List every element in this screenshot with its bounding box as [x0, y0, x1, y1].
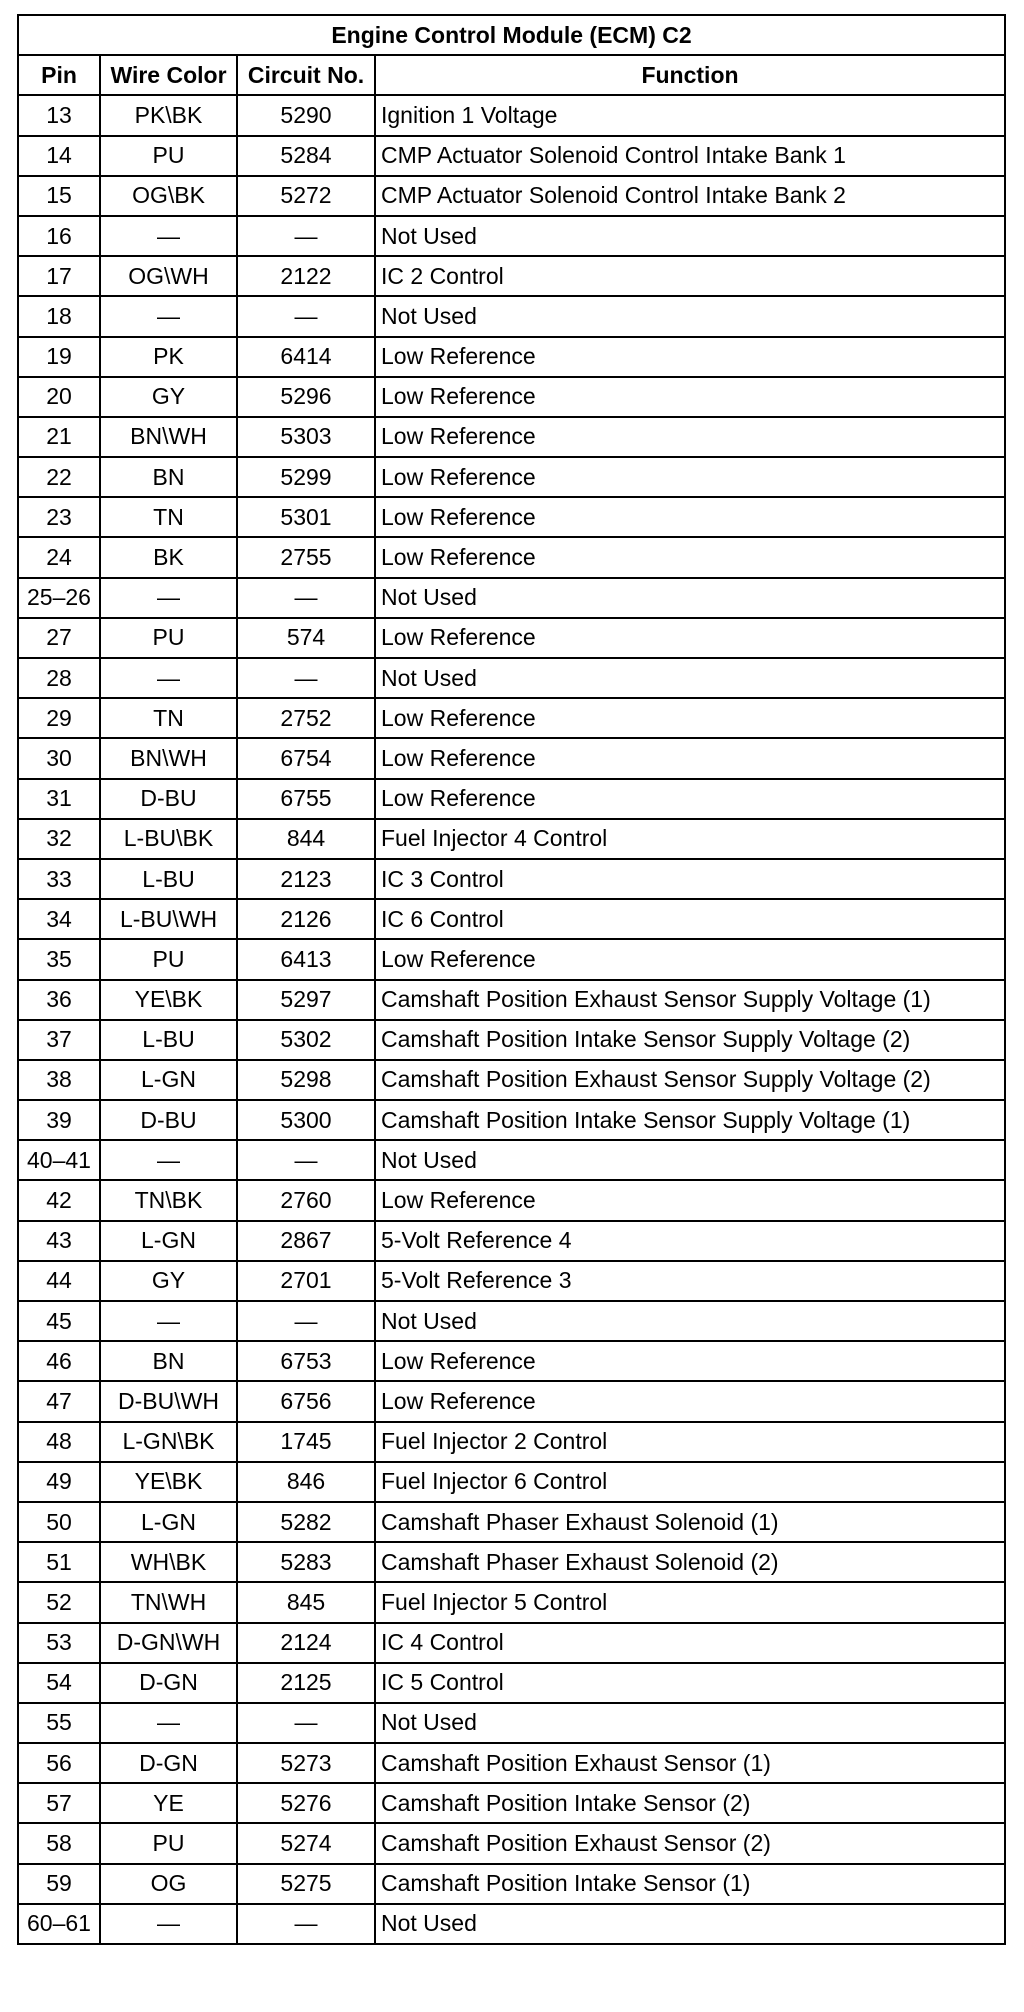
cell-pin: 30: [18, 738, 100, 778]
cell-function: Camshaft Position Intake Sensor (2): [375, 1783, 1005, 1823]
cell-wire-color: BK: [100, 537, 237, 577]
header-function: Function: [375, 55, 1005, 95]
cell-function: Not Used: [375, 296, 1005, 336]
cell-pin: 39: [18, 1100, 100, 1140]
cell-function: Low Reference: [375, 337, 1005, 377]
cell-circuit-number: 5301: [237, 497, 375, 537]
table-row: [18, 1221, 1005, 1261]
cell-wire-color: L-BU: [100, 859, 237, 899]
table-row: [18, 1864, 1005, 1904]
cell-wire-color: OG: [100, 1864, 237, 1904]
cell-function: Low Reference: [375, 457, 1005, 497]
cell-pin: 32: [18, 819, 100, 859]
cell-wire-color: —: [100, 1904, 237, 1944]
cell-circuit-number: 5274: [237, 1823, 375, 1863]
table-row: [18, 1020, 1005, 1060]
cell-wire-color: D-GN: [100, 1663, 237, 1703]
table-row: [18, 497, 1005, 537]
cell-circuit-number: 5284: [237, 136, 375, 176]
cell-pin: 35: [18, 939, 100, 979]
cell-wire-color: PU: [100, 939, 237, 979]
cell-function: Camshaft Position Exhaust Sensor Supply Voltage (1): [375, 980, 1005, 1020]
cell-wire-color: L-GN: [100, 1221, 237, 1261]
cell-wire-color: TN: [100, 497, 237, 537]
cell-pin: 36: [18, 980, 100, 1020]
cell-pin: 14: [18, 136, 100, 176]
table-row: [18, 377, 1005, 417]
table-row: [18, 136, 1005, 176]
cell-circuit-number: 6755: [237, 779, 375, 819]
cell-wire-color: PK: [100, 337, 237, 377]
header-pin: Pin: [18, 55, 100, 95]
table-row: [18, 618, 1005, 658]
table-row: [18, 1100, 1005, 1140]
cell-circuit-number: 2701: [237, 1261, 375, 1301]
cell-function: Not Used: [375, 216, 1005, 256]
cell-pin: 42: [18, 1180, 100, 1220]
cell-wire-color: —: [100, 296, 237, 336]
cell-wire-color: D-GN\WH: [100, 1623, 237, 1663]
cell-circuit-number: 6754: [237, 738, 375, 778]
cell-pin: 53: [18, 1623, 100, 1663]
cell-pin: 57: [18, 1783, 100, 1823]
cell-circuit-number: 6753: [237, 1341, 375, 1381]
cell-circuit-number: 2122: [237, 256, 375, 296]
cell-circuit-number: 2752: [237, 698, 375, 738]
cell-circuit-number: 5296: [237, 377, 375, 417]
cell-pin: 40–41: [18, 1140, 100, 1180]
table-row: [18, 1623, 1005, 1663]
cell-circuit-number: —: [237, 296, 375, 336]
cell-pin: 58: [18, 1823, 100, 1863]
cell-function: Low Reference: [375, 1381, 1005, 1421]
cell-circuit-number: 2760: [237, 1180, 375, 1220]
cell-circuit-number: 5298: [237, 1060, 375, 1100]
table-row: [18, 296, 1005, 336]
cell-circuit-number: 2755: [237, 537, 375, 577]
cell-pin: 18: [18, 296, 100, 336]
cell-function: Low Reference: [375, 738, 1005, 778]
cell-wire-color: TN: [100, 698, 237, 738]
cell-function: Not Used: [375, 1301, 1005, 1341]
table-row: [18, 1301, 1005, 1341]
table-row: [18, 256, 1005, 296]
cell-pin: 19: [18, 337, 100, 377]
table-row: [18, 1582, 1005, 1622]
table-row: [18, 1180, 1005, 1220]
cell-circuit-number: 845: [237, 1582, 375, 1622]
cell-function: Low Reference: [375, 779, 1005, 819]
cell-wire-color: L-BU\WH: [100, 899, 237, 939]
cell-function: IC 5 Control: [375, 1663, 1005, 1703]
cell-function: Low Reference: [375, 497, 1005, 537]
cell-function: Fuel Injector 4 Control: [375, 819, 1005, 859]
table-row: [18, 1904, 1005, 1944]
cell-wire-color: L-BU: [100, 1020, 237, 1060]
table-row: [18, 216, 1005, 256]
table-row: [18, 1060, 1005, 1100]
cell-pin: 34: [18, 899, 100, 939]
cell-function: Camshaft Position Intake Sensor (1): [375, 1864, 1005, 1904]
table-row: [18, 176, 1005, 216]
table-row: [18, 658, 1005, 698]
cell-circuit-number: 5297: [237, 980, 375, 1020]
cell-function: Camshaft Position Exhaust Sensor (1): [375, 1743, 1005, 1783]
cell-wire-color: D-BU\WH: [100, 1381, 237, 1421]
cell-wire-color: —: [100, 658, 237, 698]
table-title-row: [18, 15, 1005, 55]
table-row: [18, 1422, 1005, 1462]
cell-pin: 51: [18, 1542, 100, 1582]
cell-wire-color: —: [100, 1703, 237, 1743]
cell-wire-color: TN\WH: [100, 1582, 237, 1622]
cell-function: IC 4 Control: [375, 1623, 1005, 1663]
cell-function: CMP Actuator Solenoid Control Intake Bank 1: [375, 136, 1005, 176]
cell-pin: 50: [18, 1502, 100, 1542]
cell-function: IC 2 Control: [375, 256, 1005, 296]
cell-pin: 15: [18, 176, 100, 216]
cell-wire-color: TN\BK: [100, 1180, 237, 1220]
cell-circuit-number: 2124: [237, 1623, 375, 1663]
cell-function: Not Used: [375, 1140, 1005, 1180]
cell-function: Low Reference: [375, 1180, 1005, 1220]
cell-function: Ignition 1 Voltage: [375, 95, 1005, 135]
cell-pin: 38: [18, 1060, 100, 1100]
table-row: [18, 417, 1005, 457]
cell-pin: 22: [18, 457, 100, 497]
cell-function: Camshaft Position Exhaust Sensor Supply Voltage (2): [375, 1060, 1005, 1100]
table-row: [18, 738, 1005, 778]
cell-pin: 60–61: [18, 1904, 100, 1944]
cell-circuit-number: —: [237, 1140, 375, 1180]
cell-pin: 24: [18, 537, 100, 577]
cell-wire-color: L-GN: [100, 1502, 237, 1542]
cell-pin: 28: [18, 658, 100, 698]
cell-wire-color: BN\WH: [100, 417, 237, 457]
cell-wire-color: D-GN: [100, 1743, 237, 1783]
table-row: [18, 1261, 1005, 1301]
cell-circuit-number: —: [237, 578, 375, 618]
table-row: [18, 1783, 1005, 1823]
cell-circuit-number: 5300: [237, 1100, 375, 1140]
table-row: [18, 980, 1005, 1020]
cell-function: Low Reference: [375, 698, 1005, 738]
table-row: [18, 939, 1005, 979]
cell-wire-color: BN\WH: [100, 738, 237, 778]
cell-wire-color: —: [100, 1301, 237, 1341]
table-row: [18, 95, 1005, 135]
table-title: Engine Control Module (ECM) C2: [18, 15, 1005, 55]
cell-pin: 27: [18, 618, 100, 658]
cell-function: Fuel Injector 6 Control: [375, 1462, 1005, 1502]
cell-pin: 48: [18, 1422, 100, 1462]
cell-pin: 16: [18, 216, 100, 256]
connector-pinout-table: [17, 14, 1006, 1945]
cell-pin: 13: [18, 95, 100, 135]
cell-function: Low Reference: [375, 618, 1005, 658]
cell-circuit-number: 5290: [237, 95, 375, 135]
cell-circuit-number: 5302: [237, 1020, 375, 1060]
cell-circuit-number: 5276: [237, 1783, 375, 1823]
cell-pin: 37: [18, 1020, 100, 1060]
cell-function: Camshaft Position Exhaust Sensor (2): [375, 1823, 1005, 1863]
cell-wire-color: L-GN: [100, 1060, 237, 1100]
cell-wire-color: L-GN\BK: [100, 1422, 237, 1462]
cell-function: Not Used: [375, 1904, 1005, 1944]
cell-circuit-number: 5282: [237, 1502, 375, 1542]
cell-circuit-number: 2126: [237, 899, 375, 939]
cell-wire-color: —: [100, 1140, 237, 1180]
cell-function: CMP Actuator Solenoid Control Intake Bank 2: [375, 176, 1005, 216]
cell-function: 5-Volt Reference 3: [375, 1261, 1005, 1301]
cell-circuit-number: 2867: [237, 1221, 375, 1261]
table-row: [18, 899, 1005, 939]
cell-function: IC 6 Control: [375, 899, 1005, 939]
cell-wire-color: WH\BK: [100, 1542, 237, 1582]
cell-pin: 29: [18, 698, 100, 738]
cell-function: Camshaft Phaser Exhaust Solenoid (1): [375, 1502, 1005, 1542]
cell-function: Camshaft Phaser Exhaust Solenoid (2): [375, 1542, 1005, 1582]
table-row: [18, 1140, 1005, 1180]
cell-pin: 52: [18, 1582, 100, 1622]
connector-table-container: [17, 14, 1004, 1945]
cell-function: Low Reference: [375, 939, 1005, 979]
cell-circuit-number: 5303: [237, 417, 375, 457]
table-row: [18, 457, 1005, 497]
cell-wire-color: BN: [100, 1341, 237, 1381]
cell-wire-color: GY: [100, 377, 237, 417]
table-row: [18, 1663, 1005, 1703]
cell-pin: 45: [18, 1301, 100, 1341]
cell-circuit-number: 6756: [237, 1381, 375, 1421]
cell-pin: 59: [18, 1864, 100, 1904]
cell-function: Low Reference: [375, 377, 1005, 417]
table-row: [18, 1823, 1005, 1863]
table-header-row: [18, 55, 1005, 95]
cell-pin: 44: [18, 1261, 100, 1301]
cell-function: Low Reference: [375, 417, 1005, 457]
cell-circuit-number: 5299: [237, 457, 375, 497]
cell-pin: 31: [18, 779, 100, 819]
cell-pin: 43: [18, 1221, 100, 1261]
cell-pin: 23: [18, 497, 100, 537]
cell-pin: 46: [18, 1341, 100, 1381]
table-row: [18, 1502, 1005, 1542]
cell-wire-color: —: [100, 216, 237, 256]
cell-function: IC 3 Control: [375, 859, 1005, 899]
cell-wire-color: PU: [100, 136, 237, 176]
cell-circuit-number: —: [237, 658, 375, 698]
table-body: [18, 95, 1005, 1944]
cell-wire-color: PU: [100, 618, 237, 658]
cell-function: Camshaft Position Intake Sensor Supply Voltage (1): [375, 1100, 1005, 1140]
cell-wire-color: YE\BK: [100, 1462, 237, 1502]
cell-circuit-number: 1745: [237, 1422, 375, 1462]
cell-circuit-number: 5272: [237, 176, 375, 216]
cell-circuit-number: —: [237, 1703, 375, 1743]
cell-wire-color: —: [100, 578, 237, 618]
cell-circuit-number: 574: [237, 618, 375, 658]
cell-function: Camshaft Position Intake Sensor Supply Voltage (2): [375, 1020, 1005, 1060]
cell-pin: 55: [18, 1703, 100, 1743]
cell-wire-color: GY: [100, 1261, 237, 1301]
header-wire-color: Wire Color: [100, 55, 237, 95]
cell-wire-color: YE\BK: [100, 980, 237, 1020]
table-row: [18, 1341, 1005, 1381]
cell-circuit-number: 844: [237, 819, 375, 859]
table-row: [18, 698, 1005, 738]
cell-pin: 56: [18, 1743, 100, 1783]
cell-circuit-number: —: [237, 1301, 375, 1341]
cell-pin: 49: [18, 1462, 100, 1502]
cell-wire-color: D-BU: [100, 1100, 237, 1140]
cell-wire-color: PK\BK: [100, 95, 237, 135]
cell-circuit-number: 6414: [237, 337, 375, 377]
table-row: [18, 537, 1005, 577]
cell-pin: 33: [18, 859, 100, 899]
cell-circuit-number: 2123: [237, 859, 375, 899]
cell-wire-color: D-BU: [100, 779, 237, 819]
cell-wire-color: OG\WH: [100, 256, 237, 296]
cell-function: 5-Volt Reference 4: [375, 1221, 1005, 1261]
cell-wire-color: L-BU\BK: [100, 819, 237, 859]
cell-pin: 54: [18, 1663, 100, 1703]
header-circuit-number: Circuit No.: [237, 55, 375, 95]
cell-pin: 25–26: [18, 578, 100, 618]
table-row: [18, 1381, 1005, 1421]
cell-pin: 20: [18, 377, 100, 417]
cell-wire-color: PU: [100, 1823, 237, 1863]
table-row: [18, 859, 1005, 899]
cell-function: Low Reference: [375, 537, 1005, 577]
table-row: [18, 1703, 1005, 1743]
cell-circuit-number: 2125: [237, 1663, 375, 1703]
cell-circuit-number: —: [237, 216, 375, 256]
cell-pin: 21: [18, 417, 100, 457]
cell-circuit-number: 5275: [237, 1864, 375, 1904]
cell-pin: 47: [18, 1381, 100, 1421]
cell-pin: 17: [18, 256, 100, 296]
cell-circuit-number: 846: [237, 1462, 375, 1502]
table-row: [18, 578, 1005, 618]
cell-function: Low Reference: [375, 1341, 1005, 1381]
cell-wire-color: YE: [100, 1783, 237, 1823]
table-row: [18, 779, 1005, 819]
cell-wire-color: OG\BK: [100, 176, 237, 216]
cell-circuit-number: 6413: [237, 939, 375, 979]
cell-circuit-number: 5273: [237, 1743, 375, 1783]
table-row: [18, 1462, 1005, 1502]
table-row: [18, 819, 1005, 859]
cell-circuit-number: —: [237, 1904, 375, 1944]
cell-function: Fuel Injector 5 Control: [375, 1582, 1005, 1622]
table-row: [18, 337, 1005, 377]
cell-function: Not Used: [375, 578, 1005, 618]
cell-function: Fuel Injector 2 Control: [375, 1422, 1005, 1462]
cell-circuit-number: 5283: [237, 1542, 375, 1582]
cell-wire-color: BN: [100, 457, 237, 497]
cell-function: Not Used: [375, 1703, 1005, 1743]
table-row: [18, 1542, 1005, 1582]
cell-function: Not Used: [375, 658, 1005, 698]
table-row: [18, 1743, 1005, 1783]
